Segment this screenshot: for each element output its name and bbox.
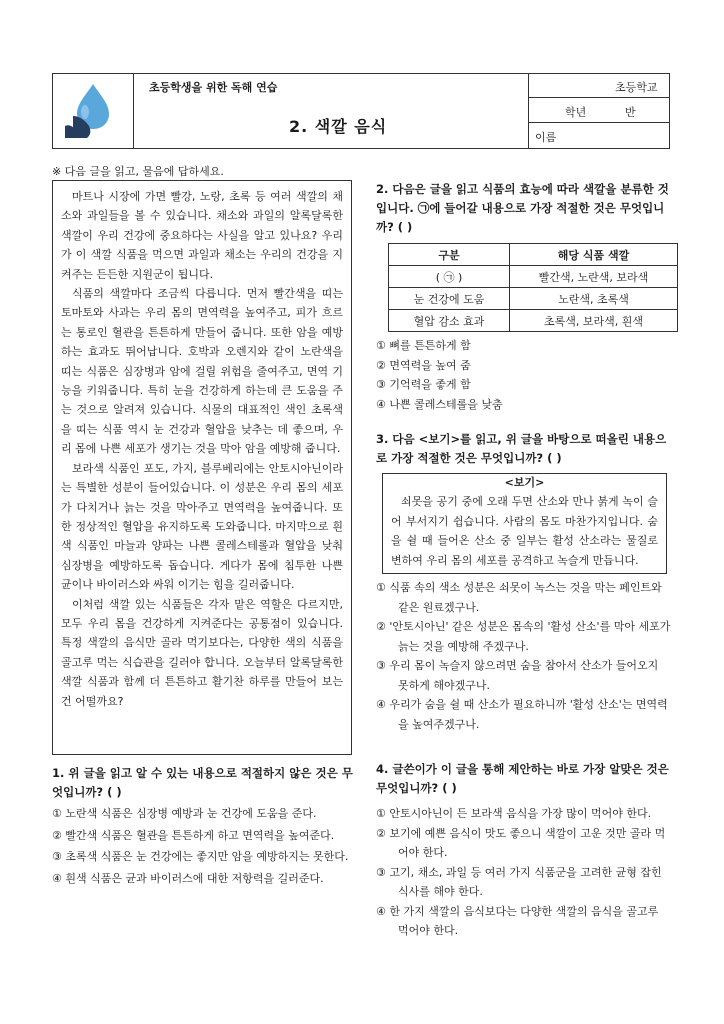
worksheet-title: 2. 색깔 음식: [289, 117, 388, 136]
name-label: 이름: [535, 131, 557, 144]
classification-table: [388, 243, 678, 332]
table-row: [389, 310, 678, 332]
question-2-option[interactable]: ③ 기억력을 좋게 함: [376, 378, 471, 391]
question-1: [52, 764, 354, 888]
table-cell: 혈압 감소 효과: [389, 310, 510, 332]
example-box: [382, 473, 667, 574]
question-4-option[interactable]: ① 안토시아닌이 든 보라색 음식을 가장 많이 먹어야 한다.: [376, 807, 652, 820]
class-label: 반: [625, 106, 636, 119]
name-row: [529, 124, 670, 148]
question-3-option[interactable]: ④ 우리가 숨을 쉴 때 산소가 필요하니까 '활성 산소'는 면역력을 높여주겠구나.: [376, 698, 668, 731]
example-box-label: <보기>: [504, 476, 545, 489]
grade-label: 학년: [565, 106, 587, 119]
school-row: [529, 74, 670, 98]
table-cell: 눈 건강에 도움: [389, 288, 510, 310]
question-1-option[interactable]: ④ 흰색 식품은 균과 바이러스에 대한 저항력을 길러준다.: [52, 871, 324, 885]
grade-class-row: [529, 99, 670, 123]
passage-paragraph: 식품의 색깔마다 조금씩 다릅니다. 먼저 빨간색을 띠는 토마토와 사과는 우리 몸의 면역력을 높여주고, 피가 흐르는 통로인 혈관을 튼튼하게 만들어 줍니다. 또한 암을 예방하는 효과도 뛰어납니다. 호박과 오렌지와 같이 노란색을 띠는 식품은 심장병과 암에 걸릴 위험을 줄여주고, 면역 기능을 키워줍니다. 특히 눈을 건강하게 하는데 큰 도움을 주는 것으로 알려져 있습니다. 식물의 대표적인 색인 초록색을 띠는 식품 역시 눈 건강과 혈압을 낮추는 데 좋으며, 우리 몸에 나쁜 세포가 생기는 것을 막아 암을 예방해 줍니다.: [61, 287, 343, 456]
question-2-options: [376, 336, 672, 414]
table-row: [389, 288, 678, 310]
question-1-option[interactable]: ③ 초록색 식품은 눈 건강에는 좋지만 암을 예방하지는 못한다.: [52, 850, 349, 863]
question-3: [376, 430, 672, 734]
question-2-option[interactable]: ② 면역력을 높여 줌: [376, 358, 471, 372]
passage-paragraph: 마트나 시장에 가면 빨강, 노랑, 초록 등 여러 색깔의 채소와 과일들을 볼 수 있습니다. 채소와 과일의 알록달록한 색깔이 우리 건강에 중요하다는 사실을 알고 있나요? 우리가 이 색깔 식품을 먹으면 과일과 채소는 우리의 건강을 지켜주는 든든한 지원군이 됩니다.: [61, 190, 343, 281]
question-3-option[interactable]: ① 식품 속의 색소 성분은 쇠못이 녹스는 것을 막는 페인트와 같은 원료겠구나.: [376, 581, 662, 614]
table-header-cell: 구분: [389, 244, 510, 266]
passage-paragraph: 이처럼 색깔 있는 식품들은 각자 맡은 역할은 다르지만, 모두 우리 몸을 건강하게 지켜준다는 공통점이 있습니다. 특정 색깔의 음식만 골라 먹기보다는, 다양한 색의 식품을 골고루 먹는 식습관을 길러야 합니다. 오늘부터 알록달록한 색깔 식품과 함께 더 튼튼하고 활기찬 하루를 만들어 보는 건 어떨까요?: [61, 597, 343, 708]
question-4-option[interactable]: ② 보기에 예쁜 음식이 맛도 좋으니 색깔이 고운 것만 골라 먹어야 한다.: [376, 826, 666, 859]
question-1-title: 1. 위 글을 읽고 알 수 있는 내용으로 적절하지 않은 것은 무엇입니까? ( ): [52, 766, 353, 799]
school-label: 초등학교: [615, 81, 658, 94]
question-4: [376, 760, 672, 941]
reading-passage: [52, 180, 352, 755]
table-header-row: [389, 244, 678, 266]
question-1-option[interactable]: ① 노란색 식품은 심장병 예방과 눈 건강에 도움을 준다.: [52, 807, 317, 820]
table-cell: 빨간색, 노란색, 보라색: [510, 266, 678, 288]
student-info-box: [528, 74, 670, 148]
worksheet-subtitle: 초등학생을 위한 독해 연습: [149, 81, 278, 94]
question-4-title: 4. 글쓴이가 이 글을 통해 제안하는 바로 가장 알맞은 것은 무엇입니까? ( ): [376, 762, 669, 795]
table-row: [389, 266, 678, 288]
question-4-option[interactable]: ③ 고기, 채소, 과일 등 여러 가지 식품군을 고려한 균형 잡힌 식사를 해야 한다.: [376, 865, 662, 898]
question-4-option[interactable]: ④ 한 가지 색깔의 음식보다는 다양한 색깔의 음식을 골고루 먹어야 한다.: [376, 904, 659, 937]
example-box-text: 쇠못을 공기 중에 오래 두면 산소와 만나 붉게 녹이 슬어 부서지기 쉽습니다. 사람의 몸도 마찬가지입니다. 숨을 쉴 때 들어온 산소 중 일부는 활성 산소라는 물질로 변하여 우리 몸의 세포를 공격하고 녹슬게 만듭니다.: [391, 495, 658, 567]
passage-paragraph: 보라색 식품인 포도, 가지, 블루베리에는 안토시아닌이라는 특별한 성분이 들어있습니다. 이 성분은 우리 몸의 세포가 다치거나 늙는 것을 막아주고 면역력을 높여줍니다. 또한 정상적인 혈압을 유지하도록 도와줍니다. 마지막으로 흰색 식품인 마늘과 양파는 나쁜 콜레스테롤과 혈압을 낮춰 심장병을 예방하도록 돕습니다. 게다가 몸에 침투한 나쁜 균이나 바이러스와 싸워 이기는 힘을 길러줍니다.: [61, 461, 343, 592]
table-cell: ( ㉠ ): [389, 266, 510, 288]
table-header-cell: 해당 식품 색깔: [510, 244, 678, 266]
question-2: [376, 180, 672, 414]
question-2-title: 2. 다음은 글을 읽고 식품의 효능에 따라 색깔을 분류한 것입니다. ㉠에 들어갈 내용으로 가장 적절한 것은 무엇입니까? ( ): [376, 182, 669, 234]
worksheet-header: [52, 73, 670, 149]
question-3-option[interactable]: ③ 우리 몸이 녹슬지 않으려면 숨을 참아서 산소가 들어오지 못하게 해야겠구나.: [376, 659, 659, 692]
question-4-options: [376, 804, 672, 941]
table-cell: 초록색, 보라색, 흰색: [510, 310, 678, 332]
question-2-option[interactable]: ① 뼈를 튼튼하게 함: [376, 339, 471, 352]
question-3-title: 3. 다음 <보기>를 읽고, 위 글을 바탕으로 떠올린 내용으로 가장 적절한 것은 무엇입니까? ( ): [376, 432, 667, 465]
water-drop-logo-icon: [63, 82, 123, 140]
question-1-option[interactable]: ② 빨간색 식품은 혈관을 튼튼하게 하고 면역력을 높여준다.: [52, 828, 335, 842]
table-cell: 노란색, 초록색: [510, 288, 678, 310]
instruction-text: ※ 다음 글을 읽고, 물음에 답하세요.: [52, 165, 224, 178]
question-2-option[interactable]: ④ 나쁜 콜레스테롤을 낮춤: [376, 397, 503, 411]
logo-cell: [53, 74, 134, 148]
question-3-options: [376, 578, 672, 734]
question-3-option[interactable]: ② '안토시아닌' 같은 성분은 몸속의 '활성 산소'를 막아 세포가 늙는 것을 예방해 주겠구나.: [376, 620, 671, 653]
